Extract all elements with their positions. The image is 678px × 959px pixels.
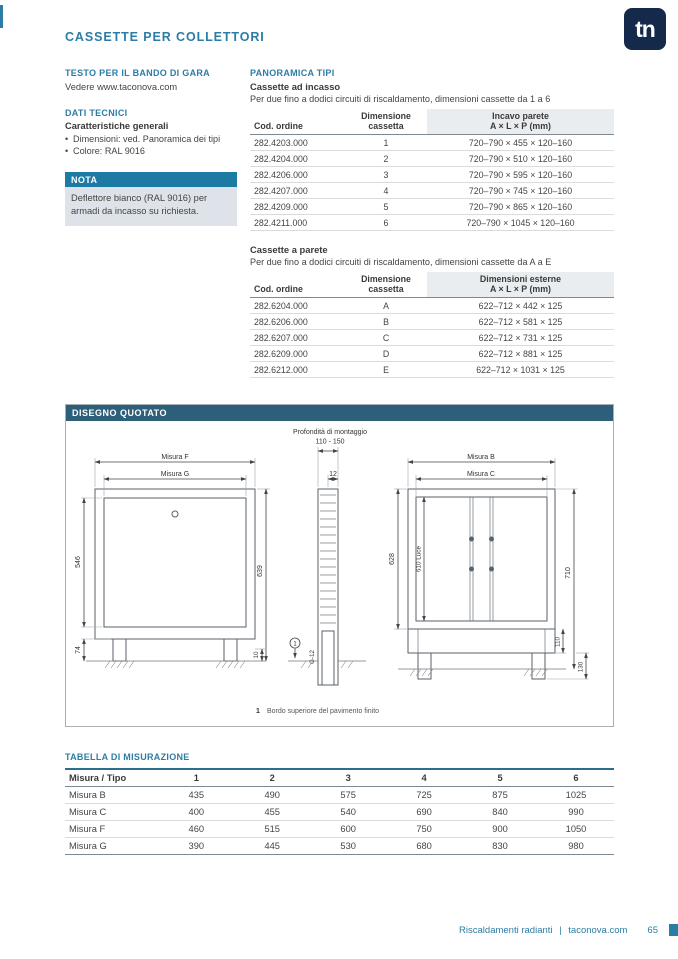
cell: 460 (158, 821, 234, 838)
column-header: 2 (234, 769, 310, 787)
column-header: Dimensione cassetta (345, 272, 427, 298)
table-row (250, 346, 614, 362)
cell-code: 282.4207.000 (250, 183, 345, 199)
column-header: 3 (310, 769, 386, 787)
drawing-footnote-text: Bordo superiore del pavimento finito (267, 708, 380, 715)
measurement-heading: TABELLA DI MISURAZIONE (65, 752, 190, 762)
cell-dim: 1 (345, 135, 427, 151)
cell-dim: D (345, 346, 427, 362)
cell: 840 (462, 804, 538, 821)
page-footer (457, 925, 658, 936)
column-header: 5 (462, 769, 538, 787)
cell: 690 (386, 804, 462, 821)
cell: 575 (310, 787, 386, 804)
table-row (250, 135, 614, 151)
dim-label-639: 639 (257, 565, 264, 577)
reference-marker-1 (290, 638, 300, 658)
taconova-logo-text: tn (635, 15, 655, 42)
cell-dim: 2 (345, 151, 427, 167)
cell-size: 622–712 × 731 × 125 (427, 330, 614, 346)
column-header: 1 (158, 769, 234, 787)
cell: 540 (310, 804, 386, 821)
drawing-section-header: DISEGNO QUOTATO (66, 405, 613, 421)
table-row (250, 183, 614, 199)
cell: 600 (310, 821, 386, 838)
cell: 1025 (538, 787, 614, 804)
column-header: Dimensione cassetta (345, 109, 427, 135)
page-number: 65 (647, 925, 658, 936)
table-header-row (65, 769, 614, 787)
taconova-logo (624, 8, 666, 50)
cell-dim: B (345, 314, 427, 330)
cell-code: 282.6204.000 (250, 298, 345, 314)
table-row (250, 215, 614, 231)
panoramica-heading: PANORAMICA TIPI (250, 68, 335, 78)
cell-dim: 3 (345, 167, 427, 183)
cell-size: 720–790 × 1045 × 120–160 (427, 215, 614, 231)
list-item: • Dimensioni: ved. Panoramica dei tipi (65, 133, 237, 145)
footer-category: Riscaldamenti radianti (459, 925, 553, 936)
dim-label-10: 10 (253, 651, 260, 659)
list-item: • Colore: RAL 9016 (65, 145, 237, 157)
cell-code: 282.6207.000 (250, 330, 345, 346)
table-row (250, 151, 614, 167)
cell-size: 622–712 × 881 × 125 (427, 346, 614, 362)
cell: 400 (158, 804, 234, 821)
cell: 390 (158, 838, 234, 855)
bando-prefix: Vedere (65, 82, 95, 92)
cell: 490 (234, 787, 310, 804)
caratteristiche-list (65, 133, 237, 158)
dim-label-610-luce: 610 Luce (415, 546, 423, 572)
cell-code: 282.6212.000 (250, 362, 345, 378)
dim-label-74: 74 (75, 646, 82, 654)
cell-size: 622–712 × 442 × 125 (427, 298, 614, 314)
cell: 455 (234, 804, 310, 821)
cell-size: 720–790 × 455 × 120–160 (427, 135, 614, 151)
cell-size: 720–790 × 745 × 120–160 (427, 183, 614, 199)
cell: 1050 (538, 821, 614, 838)
cell-code: 282.4209.000 (250, 199, 345, 215)
cell-code: 282.4206.000 (250, 167, 345, 183)
dim-label-110: 110 (554, 636, 562, 648)
cell: 445 (234, 838, 310, 855)
cell: 435 (158, 787, 234, 804)
column-header (427, 272, 614, 298)
dim-label-130: 130 (577, 661, 585, 673)
column-header-line: A × L × P (mm) (490, 121, 551, 131)
dim-label-misura-b: Misura B (467, 454, 495, 461)
cell-size: 720–790 × 865 × 120–160 (427, 199, 614, 215)
dim-label-546: 546 (75, 556, 82, 568)
cell: 530 (310, 838, 386, 855)
right-cabinet-dimensions (389, 454, 589, 679)
footer-separator: | (559, 925, 562, 936)
column-header: Misura / Tipo (65, 769, 158, 787)
cell: 515 (234, 821, 310, 838)
table-row (250, 199, 614, 215)
cell-size: 622–712 × 1031 × 125 (427, 362, 614, 378)
cell: 875 (462, 787, 538, 804)
cell: 900 (462, 821, 538, 838)
column-header: 4 (386, 769, 462, 787)
column-header: Cod. ordine (250, 109, 345, 135)
cell: 680 (386, 838, 462, 855)
dim-label-g12: G-12 (309, 650, 316, 664)
table-row (65, 838, 614, 855)
cell-dim: 6 (345, 215, 427, 231)
page-edge-mark (0, 5, 3, 28)
cabinet-side-profile (318, 489, 338, 685)
drawing-footnote-number: 1 (256, 708, 260, 715)
table-row (250, 298, 614, 314)
cell-size: 720–790 × 595 × 120–160 (427, 167, 614, 183)
dim-label-628: 628 (389, 553, 396, 565)
page-title: CASSETTE PER COLLETTORI (65, 30, 265, 44)
dim-label-misura-c: Misura C (466, 471, 496, 478)
measurement-table (65, 768, 614, 855)
built-in-cabinet-front-view (95, 489, 255, 661)
cell-code: 282.4211.000 (250, 215, 345, 231)
cell: 750 (386, 821, 462, 838)
table-row (65, 804, 614, 821)
footer-text (457, 925, 629, 936)
cell-size: 622–712 × 581 × 125 (427, 314, 614, 330)
manifold-rails (415, 497, 545, 653)
cell-code: 282.4204.000 (250, 151, 345, 167)
caratteristiche-subheading: Caratteristiche generali (65, 121, 169, 132)
cell-dim: 5 (345, 199, 427, 215)
left-column (65, 68, 237, 226)
table-row (250, 330, 614, 346)
measurement-section (65, 752, 614, 855)
incasso-desc: Per due fino a dodici circuiti di riscaldamento, dimensioni cassette da 1 a 6 (250, 94, 551, 104)
wall-cabinet-open-view (408, 489, 555, 679)
table-row (65, 821, 614, 838)
dimension-drawing (66, 421, 613, 725)
column-header-line: Dimensioni esterne (479, 274, 562, 284)
column-header (427, 109, 614, 135)
bando-heading: TESTO PER IL BANDO DI GARA (65, 68, 210, 78)
incasso-table (250, 109, 614, 231)
table-row (250, 362, 614, 378)
row-label: Misura B (65, 787, 158, 804)
column-header-line: A × L × P (mm) (490, 284, 551, 294)
mounting-depth-label: Profondità di montaggio (293, 429, 367, 436)
parete-title: Cassette a parete (250, 244, 328, 255)
cell: 980 (538, 838, 614, 855)
row-label: Misura G (65, 838, 158, 855)
parete-table (250, 272, 614, 378)
row-label: Misura F (65, 821, 158, 838)
dimensioned-drawing-section (65, 404, 614, 727)
cell-dim: 4 (345, 183, 427, 199)
footer-site-link[interactable]: taconova.com (568, 925, 628, 936)
floor-hatch-left (105, 661, 245, 668)
cell: 830 (462, 838, 538, 855)
dim-label-12: 12 (329, 471, 337, 478)
nota-banner: NOTA (65, 172, 237, 187)
column-header: Cod. ordine (250, 272, 345, 298)
incasso-title: Cassette ad incasso (250, 81, 341, 92)
dim-label-misura-g: Misura G (160, 471, 190, 478)
table-row (250, 314, 614, 330)
cell-size: 720–790 × 510 × 120–160 (427, 151, 614, 167)
parete-desc: Per due fino a dodici circuiti di riscaldamento, dimensioni cassette da A a E (250, 257, 552, 267)
footer-edge-mark (669, 924, 678, 936)
taconova-url-link[interactable]: www.taconova.com (97, 82, 178, 92)
column-header-line: Incavo parete (492, 111, 549, 121)
dim-label-710: 710 (565, 567, 572, 579)
cell-code: 282.4203.000 (250, 135, 345, 151)
row-label: Misura C (65, 804, 158, 821)
table-row (65, 787, 614, 804)
cell-dim: A (345, 298, 427, 314)
right-column (250, 68, 614, 378)
cell: 990 (538, 804, 614, 821)
dim-label-misura-f: Misura F (161, 454, 189, 461)
cell-dim: C (345, 330, 427, 346)
cell-code: 282.6206.000 (250, 314, 345, 330)
cell-dim: E (345, 362, 427, 378)
cell: 725 (386, 787, 462, 804)
mounting-depth-range: 110 - 150 (315, 438, 345, 446)
column-header: 6 (538, 769, 614, 787)
table-row (250, 167, 614, 183)
reference-marker-number: 1 (293, 640, 297, 648)
profile-dimensions (318, 447, 338, 487)
nota-text: Deflettore bianco (RAL 9016) per armadi da incasso su richiesta. (65, 187, 237, 226)
dati-tecnici-heading: DATI TECNICI (65, 108, 128, 119)
profile-rail-rungs (320, 495, 336, 623)
cell-code: 282.6209.000 (250, 346, 345, 362)
bando-text (65, 81, 237, 93)
